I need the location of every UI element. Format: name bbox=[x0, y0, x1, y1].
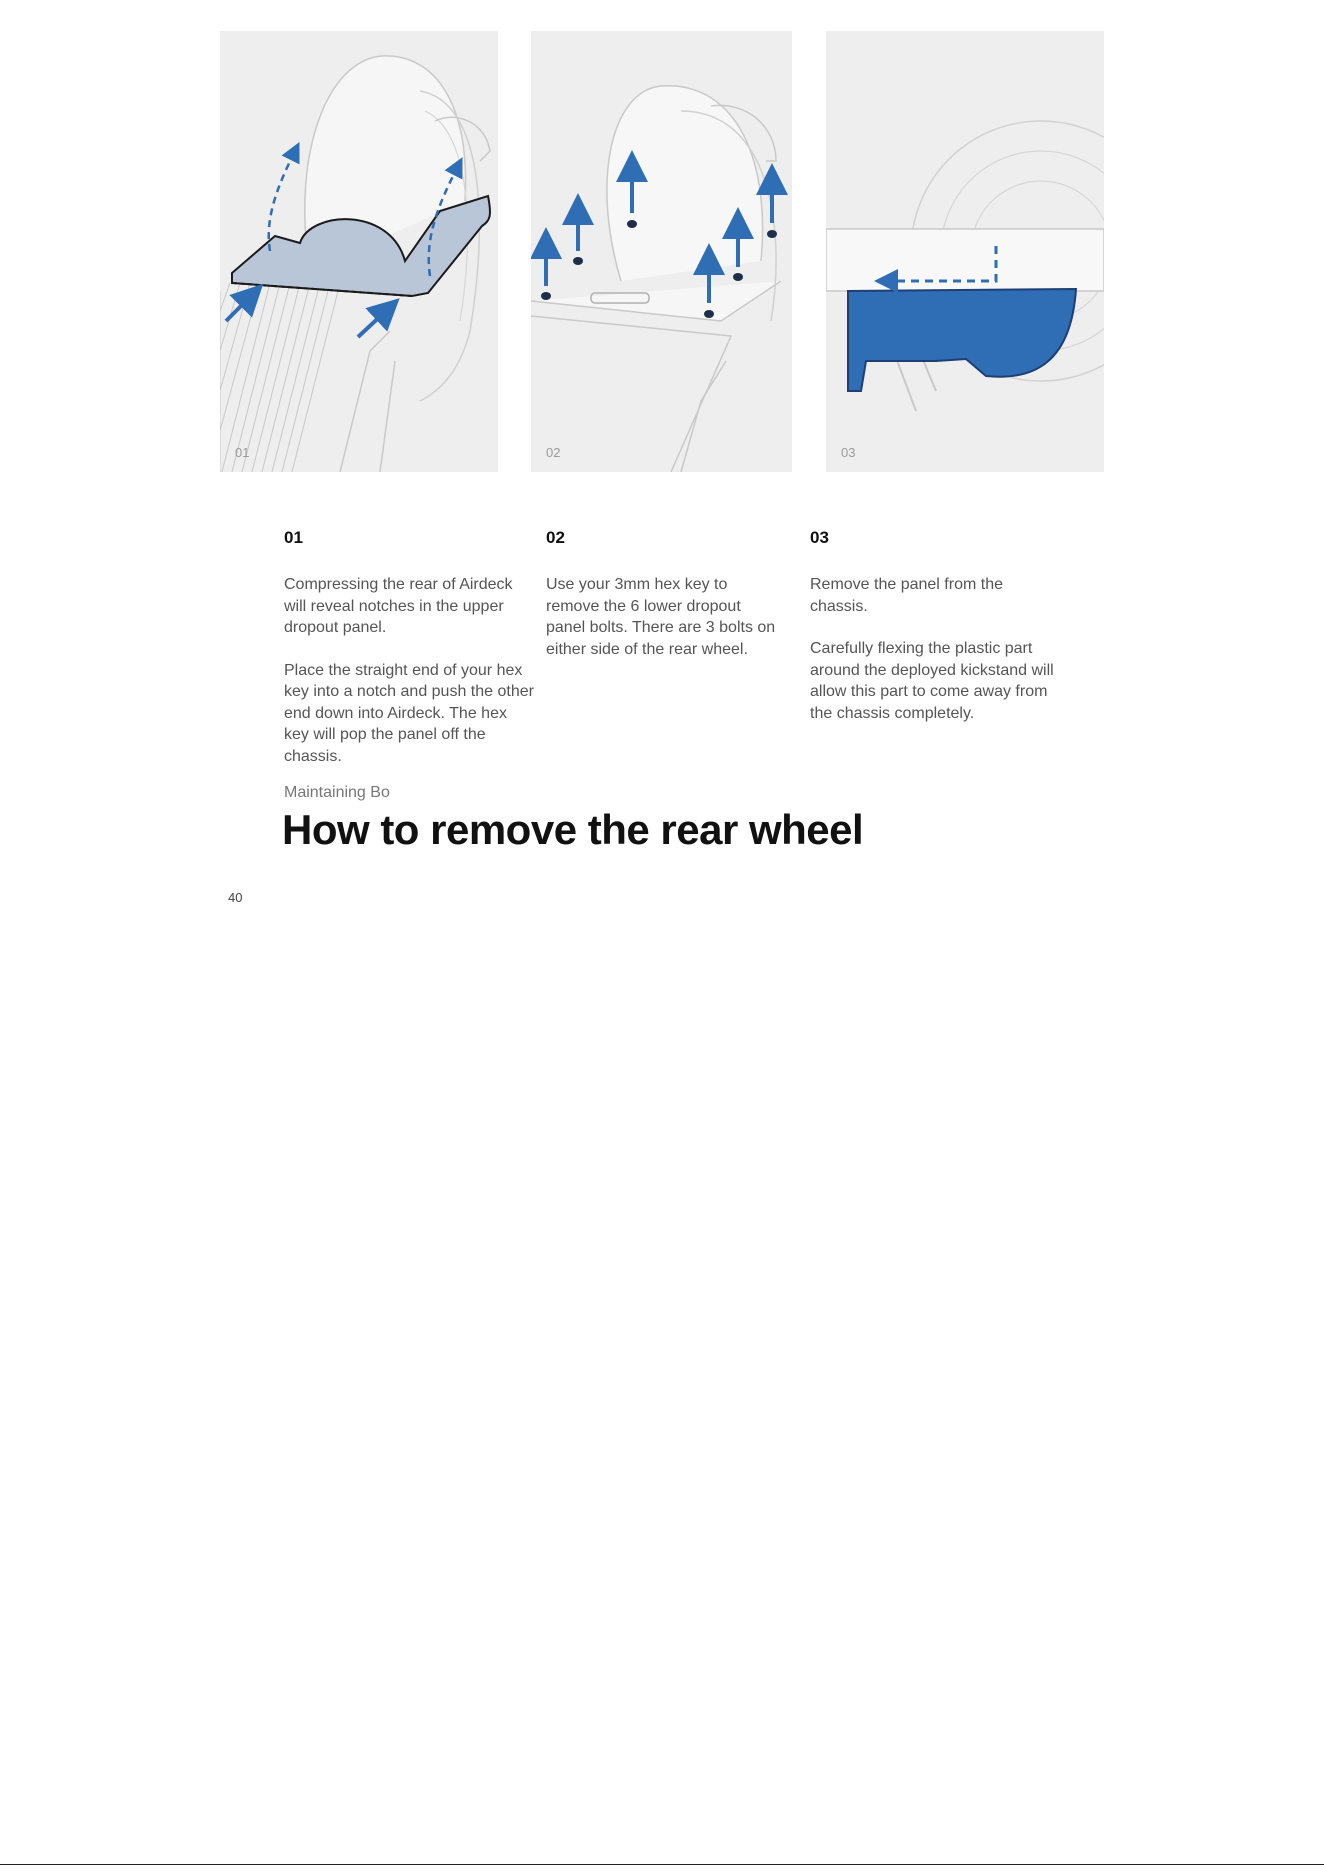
step-title: 03 bbox=[810, 528, 829, 547]
page-number: 40 bbox=[228, 890, 243, 905]
figure-number: 03 bbox=[841, 445, 856, 460]
page-title: How to remove the rear wheel bbox=[282, 806, 864, 853]
step-title: 01 bbox=[284, 528, 303, 547]
figure-01 bbox=[220, 31, 498, 472]
step-title: 02 bbox=[546, 528, 565, 547]
figure-03 bbox=[826, 31, 1104, 472]
bottom-rule bbox=[0, 1864, 1324, 1865]
step-paragraph: Compressing the rear of Airdeck will reveal notches in the upper dropout panel. bbox=[284, 576, 513, 636]
step-paragraph: Use your 3mm hex key to remove the 6 lower dropout panel bolts. There are 3 bolts on either side of the rear wheel. bbox=[546, 576, 776, 658]
step-paragraph: Place the straight end of your hex key into a notch and push the other end down into Airdeck. The hex key will pop the panel off the chassis. bbox=[284, 661, 534, 765]
step-paragraph: Carefully flexing the plastic part around the deployed kickstand will allow this part to come away from the chassis completely. bbox=[810, 640, 1054, 722]
section-label: Maintaining Bo bbox=[284, 784, 390, 801]
illustration-remove-panel bbox=[826, 31, 1104, 472]
illustration-upper-dropout-panel bbox=[220, 31, 498, 472]
figure-02 bbox=[531, 31, 792, 472]
figure-number: 01 bbox=[235, 445, 250, 460]
step-01 bbox=[284, 528, 534, 788]
step-paragraph: Remove the panel from the chassis. bbox=[810, 576, 1003, 615]
figure-number: 02 bbox=[546, 445, 561, 460]
illustration-lower-dropout-bolts bbox=[531, 31, 792, 472]
step-02 bbox=[546, 528, 776, 681]
step-03 bbox=[810, 528, 1055, 745]
